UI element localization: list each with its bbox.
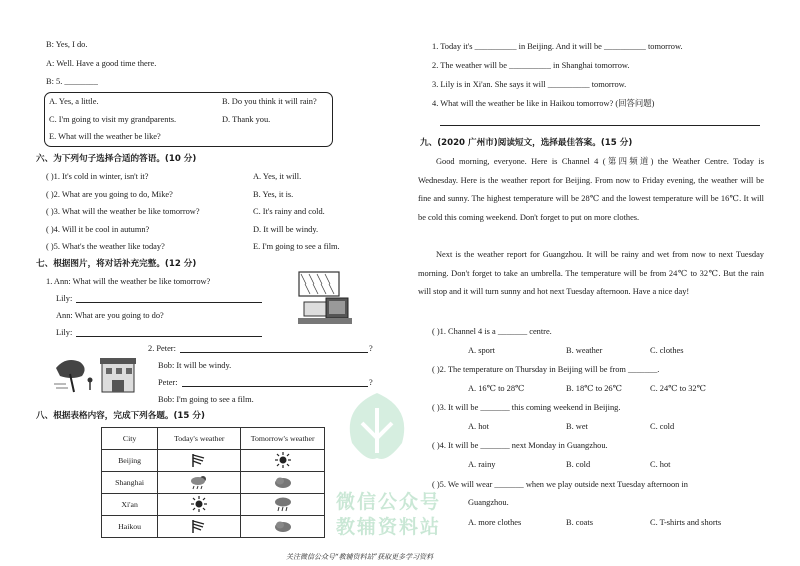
rain-icon: [241, 494, 325, 516]
s7-q2-peter-label: 2. Peter:: [148, 344, 176, 353]
r9-q5-cont: Guangzhou.: [468, 498, 509, 507]
r9-q4: ( )4. It will be _______ next Monday in Guangzhou.: [432, 441, 608, 450]
option-d: D. Thank you.: [222, 115, 271, 124]
s7-bob1: Bob: It will be windy.: [158, 361, 232, 370]
header-today: Today's weather: [158, 428, 241, 450]
sunny-icon: [241, 450, 325, 472]
s6-a1: A. Yes, it will.: [253, 172, 302, 181]
s6-a4: D. It will be windy.: [253, 225, 319, 234]
r9-q1-b[interactable]: B. weather: [566, 346, 603, 355]
s6-a2: B. Yes, it is.: [253, 190, 294, 199]
r9-q3: ( )3. It will be _______ this coming weekend in Beijing.: [432, 403, 621, 412]
s7-qmark-1: ?: [369, 344, 373, 353]
city-cell: Haikou: [102, 516, 158, 538]
watermark-line-1: 微信公众号: [336, 491, 442, 513]
reading-paragraph-1: Good morning, everyone. Here is Channel 4 (第四频道) the Weather Centre. Today is Wednesday. Here is the weather report for Beijing. From now to Friday evening, the weather will be fine and sunny. The highest temperature will be 28℃ and the lowest temperature will be 16℃. It will be cold this coming weekend. Don't forget to put on more clothes.: [418, 157, 764, 222]
table-row: [102, 516, 325, 538]
r9-q3-b[interactable]: B. wet: [566, 422, 588, 431]
r9-q1: ( )1. Channel 4 is a _______ centre.: [432, 327, 552, 336]
weather-table: [101, 427, 325, 538]
rain-tv-illustration: [296, 270, 356, 328]
option-a: A. Yes, a little.: [49, 97, 99, 106]
r9-q4-c[interactable]: C. hot: [650, 460, 671, 469]
s6-a5: E. I'm going to see a film.: [253, 242, 340, 251]
s7-ann2: Ann: What are you going to do?: [56, 311, 164, 320]
sunny-rain-icon: [158, 472, 241, 494]
watermark-logo: [332, 388, 422, 468]
fill-q1: 1. Today it's __________ in Beijing. And it will be __________ tomorrow.: [432, 42, 683, 51]
r9-q2-b[interactable]: B. 18℃ to 26℃: [566, 384, 622, 393]
fill-q3: 3. Lily is in Xi'an. She says it will __________ tomorrow.: [432, 80, 627, 89]
windy-tree-cinema-illustration: [52, 354, 150, 394]
header-tomorrow: Tomorrow's weather: [241, 428, 325, 450]
r9-q5-a[interactable]: A. more clothes: [468, 518, 522, 527]
s6-q2: ( )2. What are you going to do, Mike?: [46, 190, 173, 199]
fill-q4: 4. What will the weather be like in Haikou tomorrow? (回答问题): [432, 99, 655, 108]
section8-title: 八、根据表格内容，完成下列各题。(15 分): [36, 411, 205, 421]
table-header-row: [102, 428, 325, 450]
reading-paragraph-2: Next is the weather report for Guangzhou. It will be rainy and wet from now to next Tuesday morning. Don't forget to take an umbrella. The temperature will be from 24℃ to 32℃. But the rain will stop and it will turn sunny and hot next Tuesday afternoon. Have a nice day!: [418, 250, 764, 296]
r9-q2-c[interactable]: C. 24℃ to 32℃: [650, 384, 706, 393]
s6-q1: ( )1. It's cold in winter, isn't it?: [46, 172, 149, 181]
s7-lily1-answer-line[interactable]: [76, 302, 262, 303]
table-row: [102, 450, 325, 472]
s7-peter2-label: Peter:: [158, 378, 178, 387]
table-row: [102, 472, 325, 494]
option-e: E. What will the weather be like?: [49, 132, 161, 141]
r9-q5-b[interactable]: B. coats: [566, 518, 593, 527]
s7-q1-ann: 1. Ann: What will the weather be like tomorrow?: [46, 277, 211, 286]
section6-title: 六、为下列句子选择合适的答语。(10 分): [36, 154, 197, 164]
s7-lily2-label: Lily:: [56, 328, 73, 337]
cloudy-icon: [241, 516, 325, 538]
r9-q2-a[interactable]: A. 16℃ to 28℃: [468, 384, 525, 393]
s6-q3: ( )3. What will the weather be like tomorrow?: [46, 207, 200, 216]
section7-title: 七、根据图片，将对话补充完整。(12 分): [36, 259, 197, 269]
sunny-icon: [158, 494, 241, 516]
r9-q3-a[interactable]: A. hot: [468, 422, 489, 431]
city-cell: Beijing: [102, 450, 158, 472]
s7-peter2-answer-line[interactable]: [182, 386, 368, 387]
s6-a3: C. It's rainy and cold.: [253, 207, 325, 216]
r9-q1-a[interactable]: A. sport: [468, 346, 495, 355]
city-cell: Xi'an: [102, 494, 158, 516]
option-c: C. I'm going to visit my grandparents.: [49, 115, 177, 124]
windy-icon: [158, 450, 241, 472]
s6-q4: ( )4. Will it be cool in autumn?: [46, 225, 150, 234]
r9-q5: ( )5. We will wear _______ when we play outside next Tuesday afternoon in: [432, 480, 688, 489]
s7-peter1-answer-line[interactable]: [180, 352, 368, 353]
watermark-line-2: 教辅资料站: [336, 516, 442, 538]
header-city: City: [102, 428, 158, 450]
city-cell: Shanghai: [102, 472, 158, 494]
r9-q5-c[interactable]: C. T-shirts and shorts: [650, 518, 722, 527]
s6-q5: ( )5. What's the weather like today?: [46, 242, 165, 251]
s7-qmark-2: ?: [369, 378, 373, 387]
table-row: [102, 494, 325, 516]
s7-lily1-label: Lily:: [56, 294, 73, 303]
fill-q2: 2. The weather will be __________ in Shanghai tomorrow.: [432, 61, 630, 70]
option-b: B. Do you think it will rain?: [222, 97, 317, 106]
cloudy-icon: [241, 472, 325, 494]
footer-note: 关注微信公众号“教辅资料站”获取更多学习资料: [286, 553, 434, 561]
windy-icon: [158, 516, 241, 538]
r9-q4-b[interactable]: B. cold: [566, 460, 591, 469]
dialog-line-3: B: 5. ________: [46, 77, 98, 86]
section9-title: 九、(2020 广州市)阅读短文，选择最佳答案。(15 分): [420, 138, 633, 148]
r9-q1-c[interactable]: C. clothes: [650, 346, 684, 355]
s7-bob2: Bob: I'm going to see a film.: [158, 395, 254, 404]
s7-lily2-answer-line[interactable]: [76, 336, 262, 337]
dialog-line-2: A: Well. Have a good time there.: [46, 59, 157, 68]
r9-q3-c[interactable]: C. cold: [650, 422, 675, 431]
r9-q2: ( )2. The temperature on Thursday in Beijing will be from _______.: [432, 365, 660, 374]
dialog-line-1: B: Yes, I do.: [46, 40, 88, 49]
fill-q4-answer-line[interactable]: [440, 125, 760, 126]
r9-q4-a[interactable]: A. rainy: [468, 460, 496, 469]
